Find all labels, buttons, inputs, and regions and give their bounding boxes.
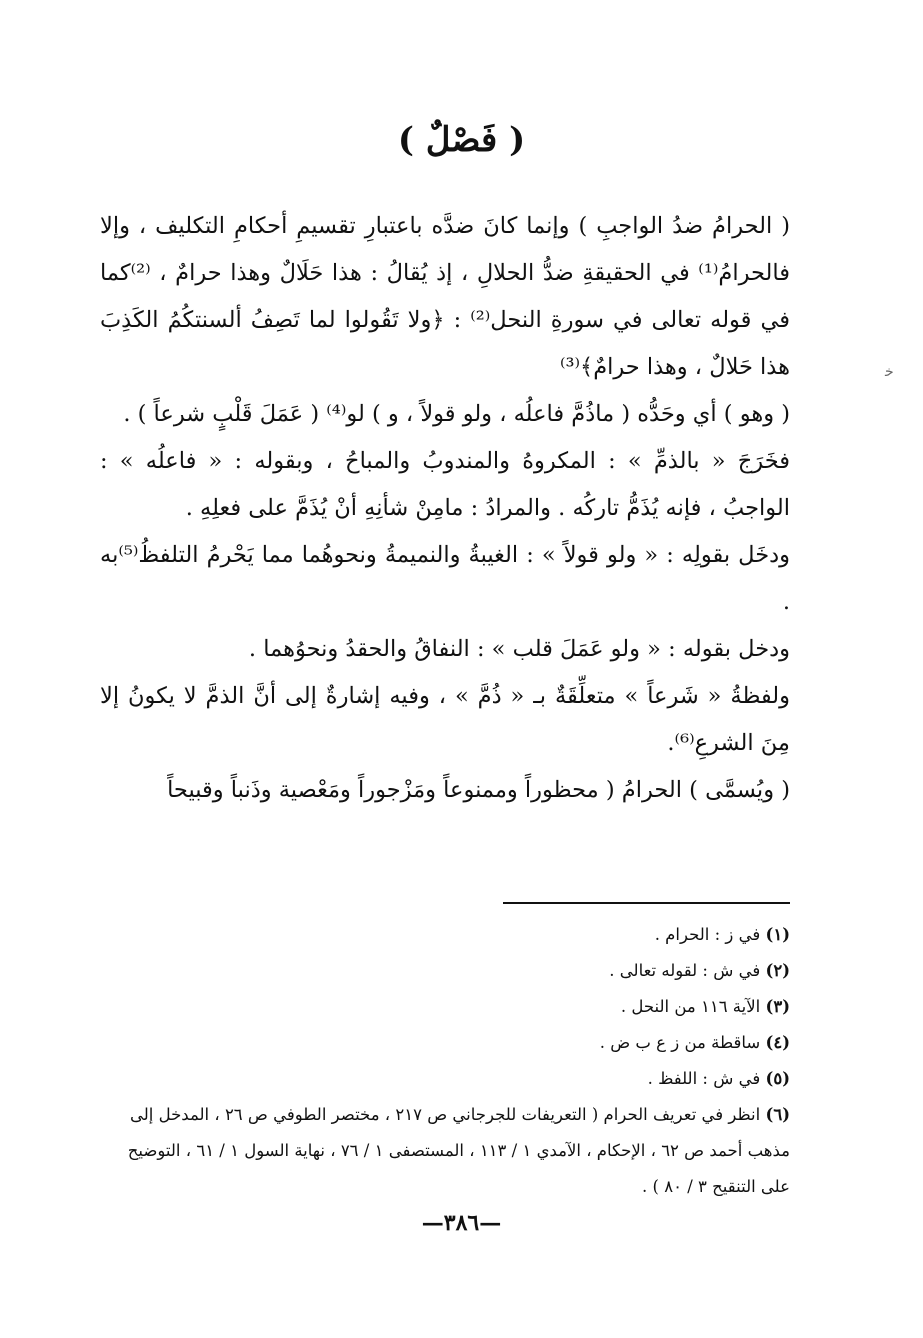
paragraph-6: ولفظةُ « شَرعاً » متعلِّقَةٌ بـ « ذُمَّ » ، وفيه إشارةٌ إلى أنَّ الذمَّ لا يكونُ إلا مِنَ الشرعِ⁽⁶⁾. — [100, 683, 790, 756]
margin-mark: ﺧ — [885, 364, 894, 380]
paragraph-2: ( وهو ) أي وحَدُّه ( ماذُمَّ فاعلُه ، ولو قولاً ، و ) لو⁽⁴⁾ ( عَمَلَ قَلْبٍ شرعاً ) . — [123, 401, 790, 427]
footnote-number: (٢) — [765, 961, 790, 980]
section-title: ( فَصْلٌ ) — [397, 120, 526, 160]
footnote-1 — [100, 917, 790, 953]
footnote-4 — [100, 1025, 790, 1061]
footnote-6 — [100, 1097, 790, 1205]
footnote-number: (٣) — [765, 997, 790, 1016]
footnote-text: انظر في تعريف الحرام ( التعريفات للجرجاني ص ٢١٧ ، مختصر الطوفي ص ٢٦ ، المدخل إلى مذهب أحمد ص ٦٢ ، الإحكام ، الآمدي ١ / ١١٣ ، المستصفى ١ / ٧٦ ، نهاية السول ١ / ٦١ ، التوضيح على التنقيح ٣ / ٨٠ ) . — [127, 1105, 790, 1196]
footnote-text: الآية ١١٦ من النحل . — [620, 997, 761, 1016]
footnote-number: (٥) — [765, 1069, 790, 1088]
footnote-separator — [503, 902, 790, 904]
footnote-text: ساقطة من ز ع ب ض . — [599, 1033, 761, 1052]
footnote-number: (٦) — [765, 1105, 790, 1124]
paragraph-1: ( الحرامُ ضدُ الواجبِ ) وإنما كانَ ضدَّه باعتبارِ تقسيمِ أحكامِ التكليف ، وإلا فالحرامُ⁽¹⁾ في الحقيقةِ ضدُّ الحلالِ ، إذ يُقالُ : هذا حَلَالٌ وهذا حرامٌ ، ⁽²⁾كما في قوله تعالى في سورةِ النحل⁽²⁾ : ﴿ولا تَقُولوا لما تَصِفُ ألسنتكُمُ الكَذِبَ هذا حَلالٌ ، وهذا حرامٌ﴾⁽³⁾ — [100, 213, 790, 380]
footnotes — [100, 917, 790, 1205]
footnote-3 — [100, 989, 790, 1025]
footnote-number: (٤) — [765, 1033, 790, 1052]
page-number: —٣٨٦— — [421, 1210, 502, 1236]
footnote-text: في ز : الحرام . — [654, 925, 761, 944]
main-text — [100, 203, 790, 814]
paragraph-5: ودخل بقوله : « ولو عَمَلَ قلب » : النفاقُ والحقدُ ونحوُهما . — [248, 636, 790, 662]
footnote-text: في ش : اللفظ . — [647, 1069, 761, 1088]
paragraph-7: ( ويُسمَّى ) الحرامُ ( محظوراً وممنوعاً ومَزْجوراً ومَعْصية وذَنباً وقبيحاً — [167, 777, 790, 803]
footnote-text: في ش : لقوله تعالى . — [609, 961, 761, 980]
paragraph-3: فخَرَجَ « بالذمِّ » : المكروهُ والمندوبُ والمباحُ ، وبقوله : « فاعلُه » : الواجبُ ، فإنه يُذَمُّ تاركُه . والمرادُ : مامِنْ شأنِهِ أنْ يُذَمَّ على فعلِهِ . — [100, 448, 790, 521]
footnote-2 — [100, 953, 790, 989]
paragraph-4: ودخَل بقولِه : « ولو قولاً » : الغيبةُ والنميمةُ ونحوهُما مما يَحْرمُ التلفظُ⁽⁵⁾به . — [100, 542, 790, 615]
footnote-5 — [100, 1061, 790, 1097]
footnote-number: (١) — [765, 925, 790, 944]
